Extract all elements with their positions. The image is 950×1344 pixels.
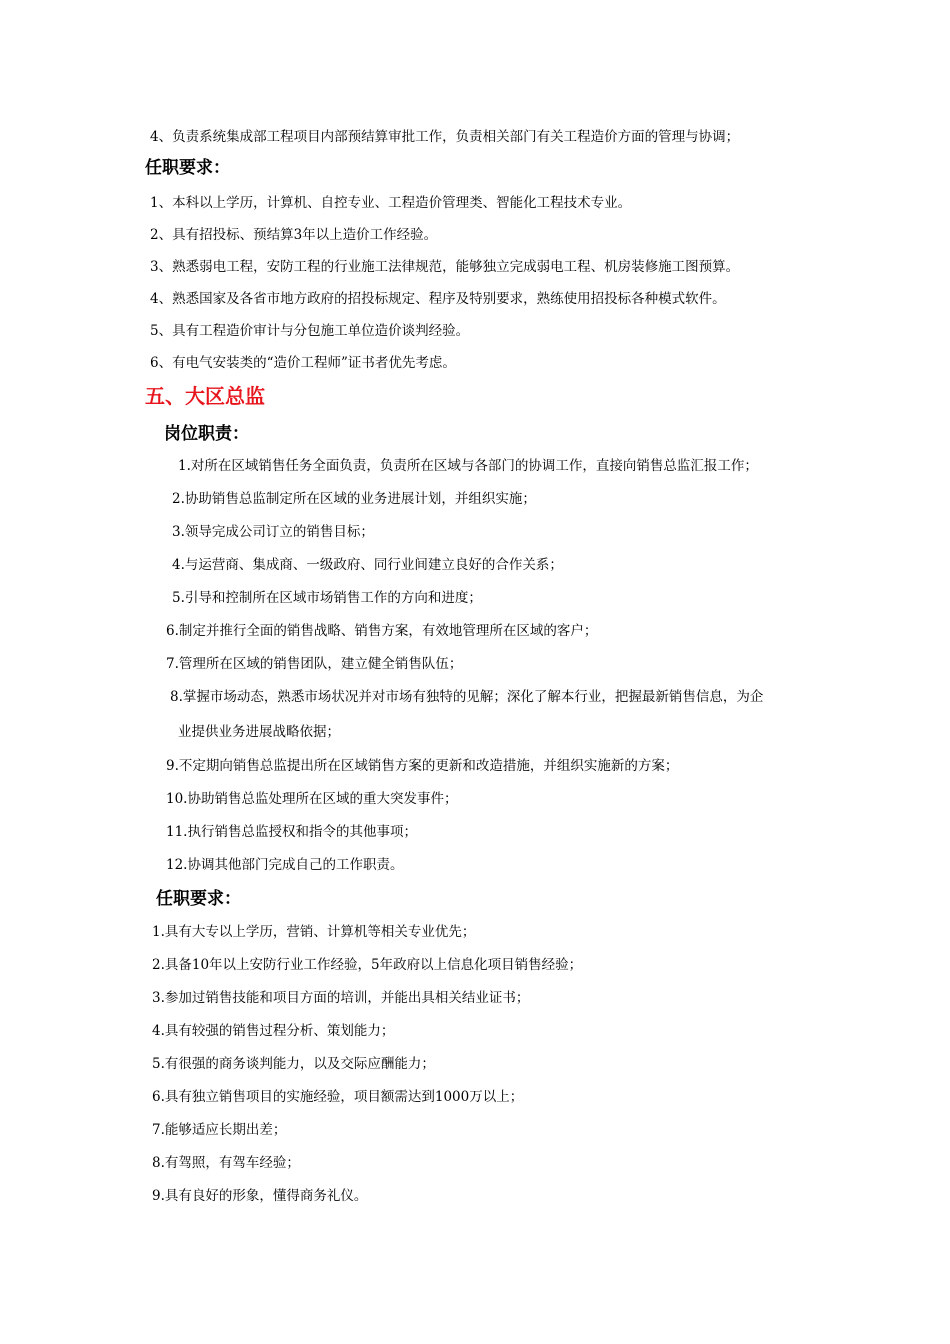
duty-item: 11.执行销售总监授权和指令的其他事项； (166, 824, 417, 840)
requirement-item: 3.参加过销售技能和项目方面的培训，并能出具相关结业证书； (152, 990, 530, 1006)
duty-item: 3.领导完成公司订立的销售目标； (172, 524, 374, 540)
requirement-item: 5、具有工程造价审计与分包施工单位造价谈判经验。 (150, 323, 470, 339)
requirement-item: 6.具有独立销售项目的实施经验，项目额需达到1000万以上； (152, 1089, 524, 1105)
requirement-item: 2.具备10年以上安防行业工作经验，5年政府以上信息化项目销售经验； (152, 957, 583, 973)
duty-item: 8.掌握市场动态，熟悉市场状况并对市场有独特的见解；深化了解本行业，把握最新销售信息，为企 (170, 689, 764, 705)
requirements-heading-2: 任职要求： (156, 889, 241, 909)
requirement-item: 6、有电气安装类的“造价工程师”证书者优先考虑。 (150, 355, 456, 371)
duty-item: 6.制定并推行全面的销售战略、销售方案，有效地管理所在区域的客户； (166, 623, 598, 639)
requirements-heading-1: 任职要求： (145, 158, 230, 178)
requirement-item: 2、具有招投标、预结算3年以上造价工作经验。 (150, 227, 438, 243)
duty-item: 1.对所在区域销售任务全面负责，负责所在区域与各部门的协调工作，直接向销售总监汇报工作； (178, 458, 758, 474)
requirement-item: 4.具有较强的销售过程分析、策划能力； (152, 1023, 395, 1039)
top-item: 4、负责系统集成部工程项目内部预结算审批工作，负责相关部门有关工程造价方面的管理与协调； (150, 129, 740, 145)
requirement-item: 4、熟悉国家及各省市地方政府的招投标规定、程序及特别要求，熟练使用招投标各种模式软件。 (150, 291, 726, 307)
requirement-item: 7.能够适应长期出差； (152, 1122, 287, 1138)
duty-item: 4.与运营商、集成商、一级政府、同行业间建立良好的合作关系； (172, 557, 563, 573)
duty-item: 5.引导和控制所在区域市场销售工作的方向和进度； (172, 590, 482, 606)
requirement-item: 1、本科以上学历，计算机、自控专业、工程造价管理类、智能化工程技术专业。 (150, 195, 632, 211)
requirement-item: 8.有驾照，有驾车经验； (152, 1155, 300, 1171)
requirement-item: 3、熟悉弱电工程，安防工程的行业施工法律规范，能够独立完成弱电工程、机房装修施工图预算。 (150, 259, 740, 275)
duty-item: 7.管理所在区域的销售团队，建立健全销售队伍； (166, 656, 463, 672)
duty-item: 10.协助销售总监处理所在区域的重大突发事件； (166, 791, 458, 807)
requirement-item: 9.具有良好的形象，懂得商务礼仪。 (152, 1188, 368, 1204)
requirement-item: 5.有很强的商务谈判能力，以及交际应酬能力； (152, 1056, 435, 1072)
duty-item: 12.协调其他部门完成自己的工作职责。 (166, 857, 404, 873)
requirement-item: 1.具有大专以上学历，营销、计算机等相关专业优先； (152, 924, 476, 940)
section-title: 五、大区总监 (145, 384, 265, 408)
duty-item: 2.协助销售总监制定所在区域的业务进展计划，并组织实施； (172, 491, 536, 507)
duty-item-continuation: 业提供业务进展战略依据； (178, 724, 340, 740)
duty-item: 9.不定期向销售总监提出所在区域销售方案的更新和改造措施，并组织实施新的方案； (166, 758, 679, 774)
duties-heading: 岗位职责： (164, 424, 249, 444)
